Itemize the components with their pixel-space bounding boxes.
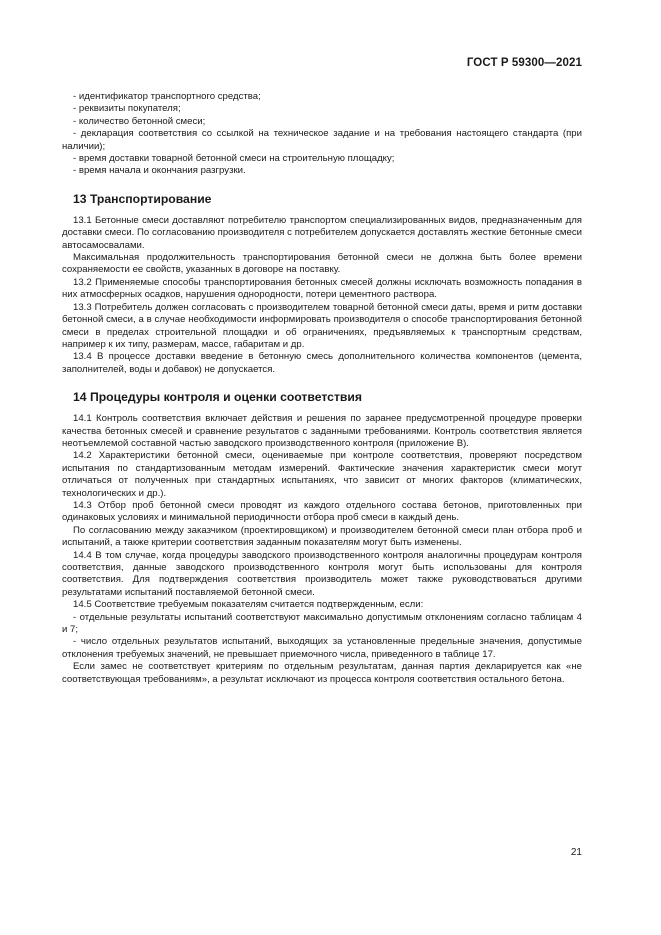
paragraph: 14.2 Характеристики бетонной смеси, оцениваемые при контроле соответствия, проверяют посредством испытания по стандартизованным методам измерений. Фактические значения характеристик смеси могут отличаться от полученных при стандартных испытаниях, что зависит от многих факторов (климатических, технологических и др.).: [62, 450, 582, 499]
paragraph: 13.1 Бетонные смеси доставляют потребителю транспортом специализированных видов, предназначенным для доставки смеси. По согласованию производителя с потребителем допускается доставлять жесткие бетонные смеси автосамосвалами.: [62, 214, 582, 251]
list-item: - число отдельных результатов испытаний, выходящих за установленные предельные значения, допустимые отклонения требуемых значений, не превышает приемочного числа, приведенного в таблице 17.: [62, 636, 582, 660]
paragraph: 13.2 Применяемые способы транспортирования бетонных смесей должны исключать возможность попадания в них атмосферных осадков, нарушения однородности, потери цементного раствора.: [62, 276, 582, 301]
paragraph: 13.3 Потребитель должен согласовать с производителем товарной бетонной смеси даты, время и ритм доставки бетонной смеси, а в случае необходимости информировать производителя о способе транспортирования бетонной смеси в пределах строительной площадки и об ограничениях, предъявляемых к транспортным средствам, например к их типу, размерам, массе, габаритам и др.: [62, 301, 582, 350]
list-item: - реквизиты покупателя;: [73, 103, 181, 115]
paragraph: Максимальная продолжительность транспортирования бетонной смеси не должна быть более времени сохраняемости ее свойств, указанных в договоре на поставку.: [62, 252, 582, 276]
paragraph: 14.1 Контроль соответствия включает действия и решения по заранее предусмотренной процедуре проверки качества бетонных смесей и сравнение результатов с заданными требованиями. Контроль соответствия является неотъемлемой составной частью заводского производственного контроля (приложение В).: [62, 413, 582, 449]
list-item: - отдельные результаты испытаний соответствуют максимально допустимым отклонениям согласно таблицам 4 и 7;: [62, 611, 582, 636]
list-item: - количество бетонной смеси;: [73, 115, 206, 127]
section-13-title: 13 Транспортирование: [73, 191, 212, 206]
paragraph: 14.4 В том случае, когда процедуры заводского производственного контроля аналогичны процедурам контроля соответствия, данные заводского производственного контроля могут быть использованы для контроля соответствия. Для подтверждения соответствия производитель может также руководствоваться другими результатами испытаний поставляемой бетонной смеси.: [62, 549, 582, 598]
paragraph: Если замес не соответствует критериям по отдельным результатам, данная партия декларируется как «не соответствующая требованиям», а результат исключают из процесса контроля соответствия остального бетона.: [62, 661, 582, 685]
paragraph: 14.5 Соответствие требуемым показателям считается подтвержденным, если:: [73, 599, 424, 611]
standard-header: ГОСТ Р 59300—2021: [466, 57, 582, 69]
list-item: - время доставки товарной бетонной смеси на строительную площадку;: [73, 153, 395, 165]
list-item: - декларация соответствия со ссылкой на техническое задание и на требования настоящего стандарта (при наличии);: [62, 128, 582, 152]
paragraph: По согласованию между заказчиком (проектировщиком) и производителем бетонной смеси план отбора проб и испытаний, а также критерии соответствия заданным показателям могут быть изменены.: [62, 524, 582, 549]
list-item: - время начала и окончания разгрузки.: [73, 165, 246, 177]
paragraph: 13.4 В процессе доставки введение в бетонную смесь дополнительного количества компонентов (цемента, заполнителей, воды и добавок) не допускается.: [62, 351, 582, 375]
section-14-title: 14 Процедуры контроля и оценки соответствия: [73, 390, 363, 405]
document-body: [62, 91, 582, 686]
page-number: 21: [570, 847, 582, 858]
list-item: - идентификатор транспортного средства;: [73, 91, 261, 102]
paragraph: 14.3 Отбор проб бетонной смеси проводят из каждого отдельного состава бетонов, приготовленных при одинаковых условиях и минимальной периодичности отбора проб смеси в каждый день.: [62, 499, 582, 524]
